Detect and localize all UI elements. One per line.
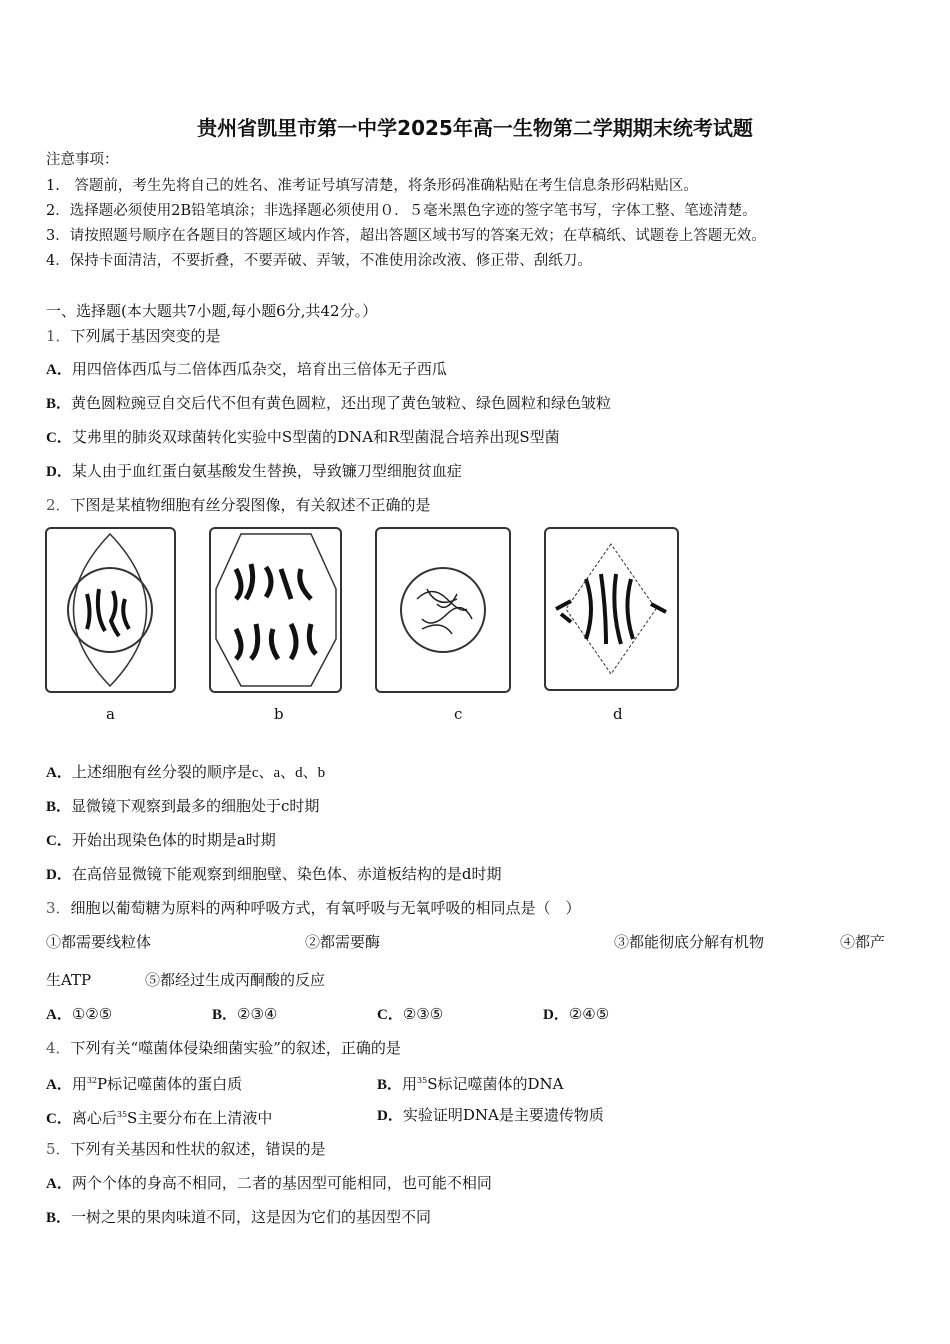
isotope-mass: 35 <box>116 1110 128 1119</box>
option-key: A． <box>46 362 72 378</box>
option-key: B． <box>46 396 72 412</box>
option-key: A． <box>46 1176 72 1192</box>
option-key: A． <box>46 1077 72 1093</box>
option-key: C． <box>377 1007 403 1023</box>
option-key: A． <box>46 765 72 781</box>
option-text: S主要分布在上清液中 <box>127 1109 273 1127</box>
note-item: 3．请按照题号顺序在各题目的答题区域内作答，超出答题区域书写的答案无效；在草稿纸、试题卷上答题无效。 <box>46 228 766 244</box>
q5-option-b <box>46 1207 431 1228</box>
question-stem: 下列有关“噬菌体侵染细菌实验”的叙述，正确的是 <box>70 1039 401 1057</box>
q4-option-b <box>377 1071 563 1095</box>
note-item: 4．保持卡面清洁，不要折叠，不要弄破、弄皱，不准使用涂改液、修正带、刮纸刀。 <box>46 253 592 269</box>
option-text: 用 <box>402 1075 418 1093</box>
q3-item-2: ②都需要酶 <box>305 933 381 951</box>
question-stem: 下图是某植物细胞有丝分裂图像，有关叙述不正确的是 <box>70 496 431 514</box>
q4-option-c <box>46 1105 272 1129</box>
option-text: 在高倍显微镜下能观察到细胞壁、染色体、赤道板结构的是d时期 <box>71 865 502 883</box>
q2-option-a <box>46 762 325 783</box>
question-number: 5． <box>46 1140 71 1158</box>
question-number: 4． <box>46 1039 71 1057</box>
option-text: 用 <box>71 1075 87 1093</box>
option-text: 黄色圆粒豌豆自交后代不但有黄色圆粒，还出现了黄色皱粒、绿色圆粒和绿色皱粒 <box>71 394 612 412</box>
option-key: D． <box>377 1108 403 1124</box>
isotope-mass: 32 <box>86 1076 98 1085</box>
q3-item-1: ①都需要线粒体 <box>46 933 152 951</box>
question-stem: 细胞以葡萄糖为原料的两种呼吸方式，有氧呼吸与无氧呼吸的相同点是（ ） <box>70 899 581 917</box>
option-key: C． <box>46 833 72 849</box>
q3-option-a <box>46 1004 112 1025</box>
option-key: A． <box>46 1007 72 1023</box>
isotope-mass: 35 <box>417 1076 428 1085</box>
cell-figure-d <box>544 527 679 691</box>
option-text: 开始出现染色体的时期是a时期 <box>71 831 276 849</box>
option-text: 艾弗里的肺炎双球菌转化实验中S型菌的DNA和R型菌混合培养出现S型菌 <box>71 428 560 446</box>
q1-option-c <box>46 427 560 448</box>
question-stem: 下列有关基因和性状的叙述，错误的是 <box>70 1140 326 1158</box>
question-number: 3． <box>46 899 71 917</box>
q2-option-d <box>46 864 501 885</box>
note-item: 2．选择题必须使用2B铅笔填涂；非选择题必须使用０．５毫米黑色字迹的签字笔书写，字体工整、笔迹清楚。 <box>46 203 757 219</box>
figure-label-a: a <box>106 705 115 723</box>
option-text: 一树之果的果肉味道不同，这是因为它们的基因型不同 <box>71 1208 432 1226</box>
q4-option-d <box>377 1105 604 1126</box>
section-heading: 一、选择题(本大题共7小题,每小题6分,共42分。） <box>46 302 378 320</box>
q1-option-a <box>46 359 447 380</box>
question-4 <box>46 1038 401 1058</box>
q2-option-b <box>46 796 319 817</box>
option-key: B． <box>212 1007 238 1023</box>
question-stem: 下列属于基因突变的是 <box>70 327 221 345</box>
option-text: ①②⑤ <box>71 1005 113 1023</box>
option-text: 某人由于血红蛋白氨基酸发生替换，导致镰刀型细胞贫血症 <box>71 462 462 480</box>
option-text: 上述细胞有丝分裂的顺序是c、a、d、b <box>71 765 326 781</box>
question-1 <box>46 326 221 346</box>
question-2 <box>46 495 431 515</box>
figure-label-b: b <box>274 705 284 723</box>
note-item: 1. 答题前，考生先将自己的姓名、准考证号填写清楚，将条形码准确粘贴在考生信息条形码粘贴区。 <box>46 178 698 194</box>
q4-option-a <box>46 1071 242 1095</box>
option-key: B． <box>377 1077 403 1093</box>
cell-figure-b <box>209 527 342 693</box>
figure-label-c: c <box>454 705 463 723</box>
option-text: 用四倍体西瓜与二倍体西瓜杂交，培育出三倍体无子西瓜 <box>71 360 447 378</box>
q3-item-5: ⑤都经过生成丙酮酸的反应 <box>145 971 326 989</box>
option-text: P标记噬菌体的蛋白质 <box>97 1075 243 1093</box>
page-title: 贵州省凯里市第一中学2025年高一生物第二学期期末统考试题 <box>197 116 753 140</box>
option-text: 实验证明DNA是主要遗传物质 <box>402 1106 604 1124</box>
question-5 <box>46 1139 326 1159</box>
option-text: 显微镜下观察到最多的细胞处于c时期 <box>71 797 320 815</box>
question-number: 2． <box>46 496 71 514</box>
q1-option-b <box>46 393 611 414</box>
option-key: C． <box>46 430 72 446</box>
cell-figure-a <box>45 527 176 693</box>
option-text: 离心后 <box>71 1109 117 1127</box>
question-3 <box>46 898 581 918</box>
question-number: 1． <box>46 327 71 345</box>
option-key: B． <box>46 799 72 815</box>
q3-item-3: ③都能彻底分解有机物 <box>614 933 765 951</box>
option-text: S标记噬菌体的DNA <box>427 1075 564 1093</box>
q3-option-d <box>543 1004 609 1025</box>
option-key: C． <box>46 1111 72 1127</box>
option-text: 两个个体的身高不相同，二者的基因型可能相同，也可能不相同 <box>71 1174 492 1192</box>
option-text: ②④⑤ <box>568 1005 610 1023</box>
option-text: ②③⑤ <box>402 1005 444 1023</box>
option-key: D． <box>46 464 72 480</box>
option-text: ②③④ <box>237 1005 278 1023</box>
q5-option-a <box>46 1173 492 1194</box>
option-key: D． <box>46 867 72 883</box>
q3-option-c <box>377 1004 443 1025</box>
q1-option-d <box>46 461 462 482</box>
q2-option-c <box>46 830 276 851</box>
option-key: B． <box>46 1210 72 1226</box>
cell-figure-c <box>375 527 511 693</box>
figure-label-d: d <box>613 705 623 723</box>
notes-heading: 注意事项： <box>46 152 119 168</box>
q3-option-b <box>212 1004 277 1025</box>
q3-item-4-cont: 生ATP <box>46 971 92 989</box>
option-key: D． <box>543 1007 569 1023</box>
q3-item-4: ④都产 <box>840 933 886 951</box>
